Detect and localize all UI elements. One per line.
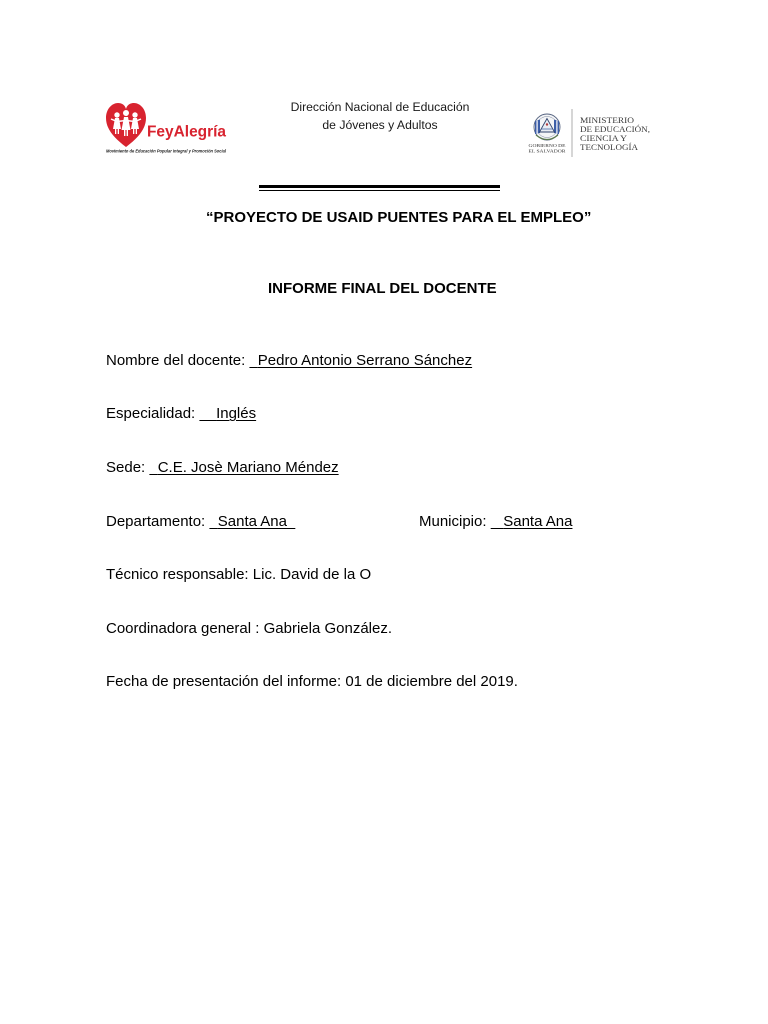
departamento-value-line [209, 513, 295, 530]
municipio-value: Santa Ana [503, 513, 573, 530]
seal-caption-line-2: EL SALVADOR [528, 148, 567, 154]
header-institution [270, 98, 490, 134]
field-docente [106, 352, 472, 369]
document-title: “PROYECTO DE USAID PUENTES PARA EL EMPLEO” [206, 209, 592, 226]
fe-y-alegria-logo [100, 98, 232, 160]
docente-value: Pedro Antonio Serrano Sánchez [257, 352, 473, 369]
sede-value: C.E. Josè Mariano Méndez [157, 459, 339, 476]
field-tecnico [106, 566, 371, 583]
especialidad-label: Especialidad: [106, 405, 196, 422]
fecha-label: Fecha de presentación del informe: [106, 673, 342, 690]
municipio-label: Municipio: [419, 513, 487, 530]
field-municipio [419, 513, 572, 530]
field-departamento [106, 513, 295, 530]
docente-label: Nombre del docente: [106, 352, 246, 369]
tecnico-value: Lic. David de la O [252, 566, 372, 583]
ministry-logo-graphic [520, 104, 660, 162]
brand-name: FeyAlegría [147, 123, 227, 141]
ministry-line-2: DE EDUCACIÓN, [580, 124, 645, 134]
institution-line-2: de Jóvenes y Adultos [322, 118, 438, 132]
departamento-label: Departamento: [106, 513, 206, 530]
especialidad-value: Inglés [216, 405, 257, 422]
field-especialidad [106, 405, 256, 422]
field-sede [106, 459, 339, 476]
departamento-value: Santa Ana [217, 513, 287, 530]
field-coordinadora [106, 620, 392, 637]
seal-caption-line-1: GOBIERNO DE [528, 143, 566, 148]
sede-label: Sede: [106, 459, 146, 476]
coordinadora-value: Gabriela González. [263, 620, 393, 637]
ministry-line-3: CIENCIA Y [580, 133, 627, 143]
especialidad-value-line [199, 405, 256, 422]
fe-y-alegria-logo-graphic [100, 98, 232, 160]
header-rule-thick [259, 185, 500, 188]
field-fecha [106, 673, 518, 690]
coordinadora-label: Coordinadora general : [106, 620, 260, 637]
tecnico-label: Técnico responsable: [106, 566, 249, 583]
header-rule-thin [259, 190, 500, 191]
document-subtitle: INFORME FINAL DEL DOCENTE [268, 280, 497, 297]
el-salvador-seal-icon [534, 114, 560, 140]
ministry-line-4: TECNOLOGÍA [580, 142, 634, 152]
municipio-value-line [491, 513, 573, 530]
institution-line-1: Dirección Nacional de Educación [290, 100, 470, 114]
sede-value-line [149, 459, 338, 476]
fecha-value: 01 de diciembre del 2019. [345, 673, 518, 690]
docente-value-line [249, 352, 472, 369]
ministry-line-1: MINISTERIO [580, 115, 634, 125]
brand-tagline: Movimiento de Educación Popular Integral y Promoción Social [106, 148, 227, 154]
ministry-logo [520, 104, 660, 162]
